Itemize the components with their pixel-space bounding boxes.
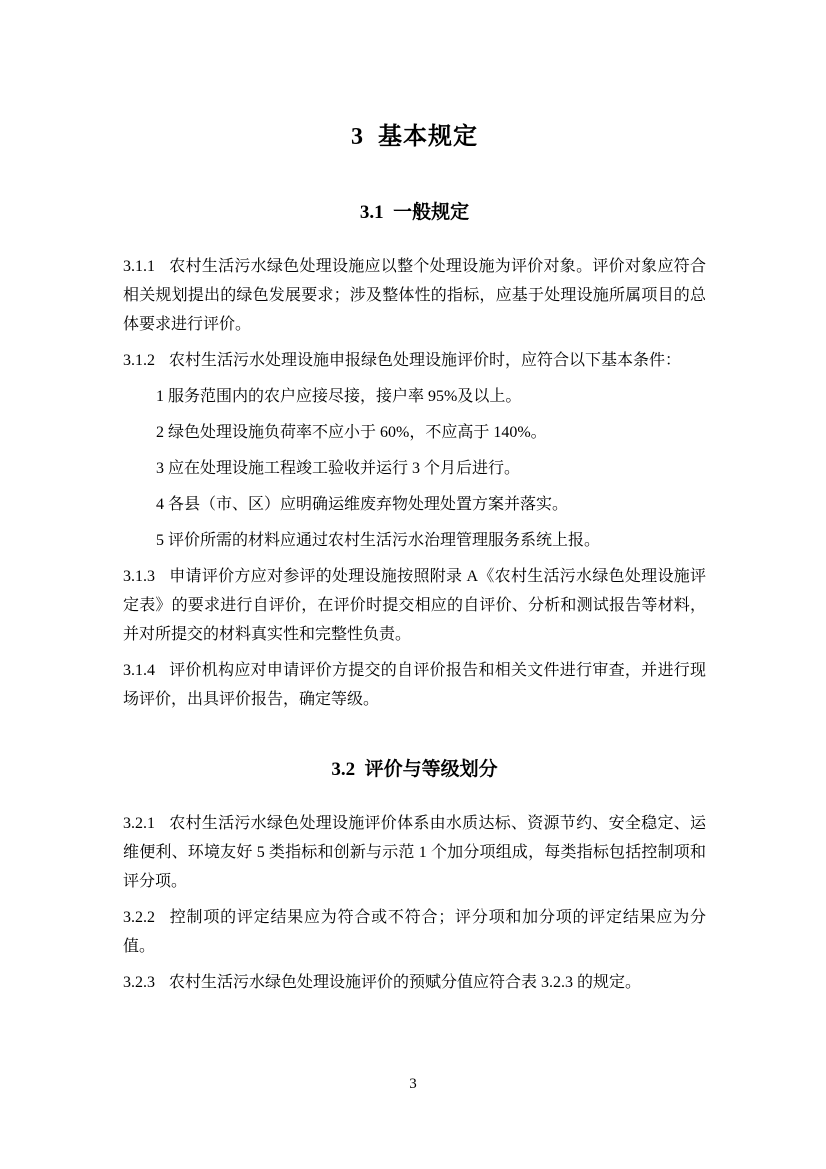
clause-number: 3.1.3 [123, 568, 155, 585]
chapter-title: 3 基本规定 [351, 124, 478, 150]
clause-number: 3.2.2 [123, 909, 155, 926]
clause-text: 农村生活污水绿色处理设施评价体系由水质达标、资源节约、安全稳定、运维便利、环境友好 5 类指标和创新与示范 1 个加分项组成，每类指标包括控制项和评分项。 [123, 815, 706, 890]
section-heading: 3.1 一般规定 [359, 202, 470, 223]
list-item [123, 382, 706, 411]
clause-number: 3.1.1 [123, 258, 155, 275]
clause-text: 农村生活污水处理设施申报绿色处理设施评价时，应符合以下基本条件： [169, 352, 682, 369]
clause-number: 3.2.3 [123, 974, 155, 991]
clause-text: 1 服务范围内的农户应接尽接，接户率 95%及以上。 [156, 388, 522, 405]
clause-text: 农村生活污水绿色处理设施应以整个处理设施为评价对象。评价对象应符合相关规划提出的绿色发展要求；涉及整体性的指标，应基于处理设施所属项目的总体要求进行评价。 [123, 258, 706, 333]
document-body [123, 197, 706, 997]
clause-paragraph [123, 968, 706, 997]
clause-paragraph [123, 562, 706, 649]
clause-paragraph [123, 346, 706, 375]
clause-paragraph [123, 252, 706, 339]
clause-paragraph [123, 903, 706, 961]
clause-number: 3.2.1 [123, 815, 155, 832]
clause-text: 2 绿色处理设施负荷率不应小于 60%，不应高于 140%。 [156, 424, 547, 441]
list-item [123, 526, 706, 555]
clause-text: 申请评价方应对参评的处理设施按照附录 A《农村生活污水绿色处理设施评定表》的要求进行自评价，在评价时提交相应的自评价、分析和测试报告等材料，并对所提交的材料真实性和完整性负责。 [123, 568, 706, 643]
clause-number: 3.1.4 [123, 662, 155, 679]
list-item [123, 454, 706, 483]
clause-text: 农村生活污水绿色处理设施评价的预赋分值应符合表 3.2.3 的规定。 [169, 974, 642, 991]
clause-text: 评价机构应对申请评价方提交的自评价报告和相关文件进行审查，并进行现场评价，出具评价报告，确定等级。 [123, 662, 706, 708]
clause-paragraph [123, 656, 706, 714]
clause-text: 4 各县（市、区）应明确运维废弃物处理处置方案并落实。 [156, 496, 569, 513]
page-number: 3 [409, 1076, 417, 1092]
list-item [123, 418, 706, 447]
list-item [123, 490, 706, 519]
clause-text: 3 应在处理设施工程竣工验收并运行 3 个月后进行。 [156, 460, 521, 477]
clause-paragraph [123, 809, 706, 896]
clause-text: 控制项的评定结果应为符合或不符合；评分项和加分项的评定结果应为分值。 [123, 909, 706, 955]
clause-number: 3.1.2 [123, 352, 155, 369]
clause-text: 5 评价所需的材料应通过农村生活污水治理管理服务系统上报。 [156, 532, 601, 549]
section-heading: 3.2 评价与等级划分 [331, 759, 498, 780]
